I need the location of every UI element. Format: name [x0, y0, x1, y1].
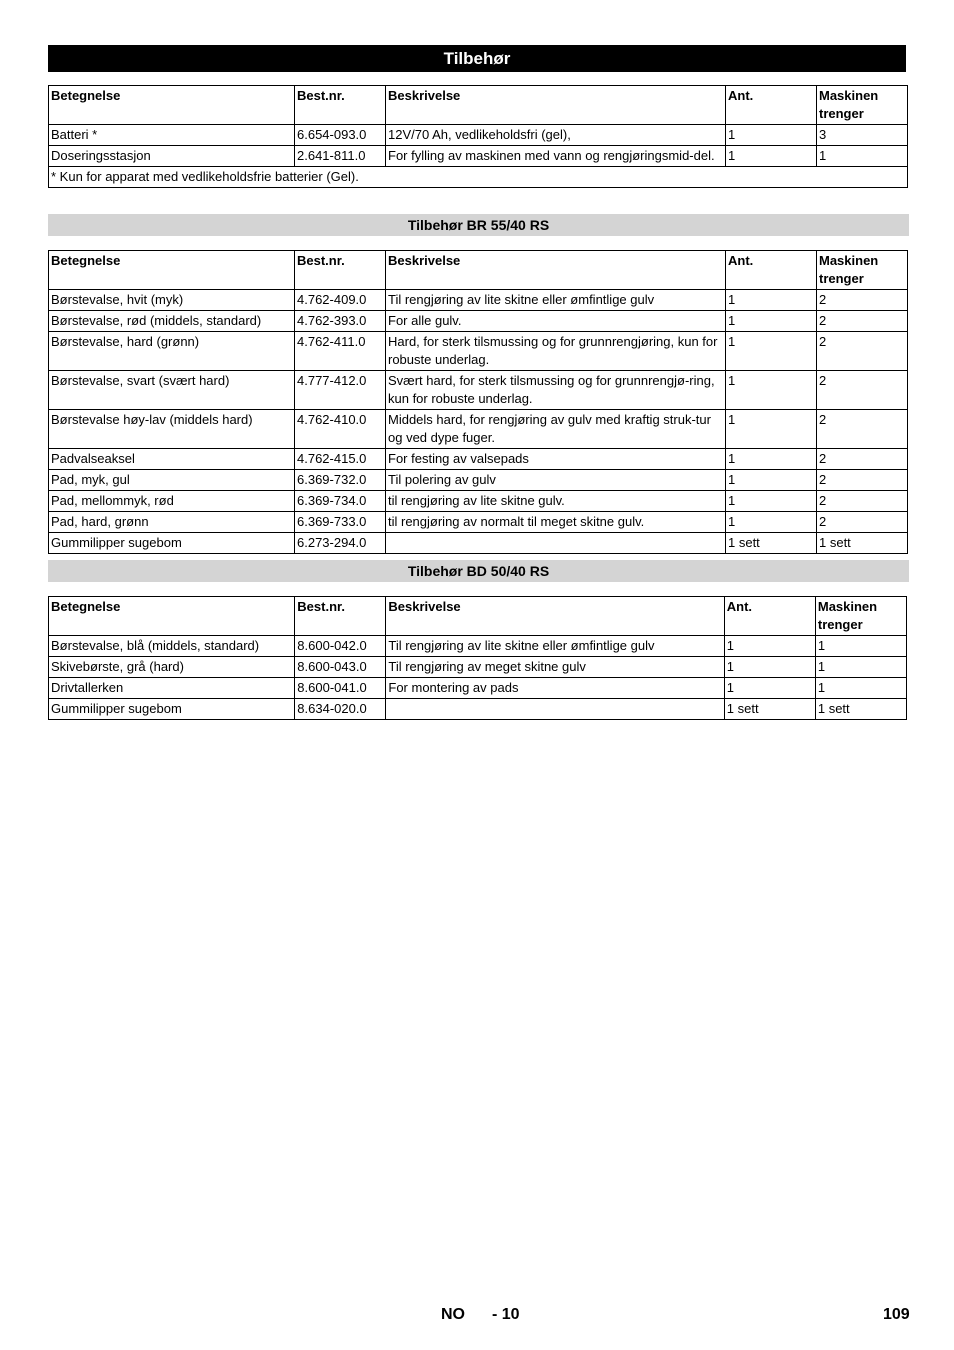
table-cell: Børstevalse, hard (grønn) [49, 332, 295, 371]
table-cell: 1 sett [726, 533, 817, 554]
table-cell: 3 [817, 125, 908, 146]
table-cell: 1 [726, 491, 817, 512]
page-title: Tilbehør [48, 45, 906, 72]
table-cell: 1 [726, 410, 817, 449]
table-cell: 2 [817, 311, 908, 332]
table-cell: Pad, mellommyk, rød [49, 491, 295, 512]
table-cell: Batteri * [49, 125, 295, 146]
column-header: Beskrivelse [386, 86, 726, 125]
table-cell: 1 [724, 657, 815, 678]
column-header: Beskrivelse [386, 251, 726, 290]
table-cell: Hard, for sterk tilsmussing og for grunnrengjøring, kun for robuste underlag. [386, 332, 726, 371]
table-row [49, 449, 908, 470]
table-row [49, 311, 908, 332]
table-cell: 4.777-412.0 [295, 371, 386, 410]
table-cell [386, 699, 724, 720]
table-row [49, 470, 908, 491]
table-row [49, 657, 907, 678]
table-cell: 1 [724, 636, 815, 657]
table-cell: For festing av valsepads [386, 449, 726, 470]
table-cell: 6.273-294.0 [295, 533, 386, 554]
table-cell: 8.600-043.0 [295, 657, 386, 678]
column-header: Maskinen trenger [815, 597, 906, 636]
table-cell: 2 [817, 410, 908, 449]
table-cell: 4.762-415.0 [295, 449, 386, 470]
table-cell: Til rengjøring av meget skitne gulv [386, 657, 724, 678]
table-cell: 2 [817, 332, 908, 371]
column-header: Ant. [724, 597, 815, 636]
table-cell: 1 sett [817, 533, 908, 554]
table-row [49, 146, 908, 167]
column-header: Beskrivelse [386, 597, 724, 636]
column-header: Maskinen trenger [817, 86, 908, 125]
table-cell: 6.369-732.0 [295, 470, 386, 491]
table-header-row [49, 251, 908, 290]
table-cell: 1 [726, 146, 817, 167]
table-cell: 2 [817, 470, 908, 491]
table-cell: Børstevalse, svart (svært hard) [49, 371, 295, 410]
table-cell: 1 [817, 146, 908, 167]
table-cell: 2 [817, 290, 908, 311]
table-cell: 2 [817, 491, 908, 512]
column-header: Maskinen trenger [817, 251, 908, 290]
table-cell: 1 [726, 449, 817, 470]
table-cell: 1 [726, 371, 817, 410]
section-title-br-55-40-rs: Tilbehør BR 55/40 RS [48, 214, 909, 236]
table-cell: For montering av pads [386, 678, 724, 699]
column-header: Betegnelse [49, 86, 295, 125]
column-header: Best.nr. [295, 86, 386, 125]
table-cell: 2 [817, 449, 908, 470]
table-cell: 8.634-020.0 [295, 699, 386, 720]
table-cell: 4.762-410.0 [295, 410, 386, 449]
table-cell: 1 [726, 512, 817, 533]
table-header-row [49, 86, 908, 125]
table-cell: 2 [817, 512, 908, 533]
footnote: * Kun for apparat med vedlikeholdsfrie batterier (Gel). [49, 167, 908, 188]
table-cell: 1 [815, 636, 906, 657]
accessory-table-br-55-40-rs [48, 250, 908, 554]
table-cell: Børstevalse, hvit (myk) [49, 290, 295, 311]
table-cell: Pad, myk, gul [49, 470, 295, 491]
column-header: Ant. [726, 251, 817, 290]
footer-sub-page: - 10 [492, 1306, 520, 1323]
table-row [49, 290, 908, 311]
table-cell: Doseringsstasjon [49, 146, 295, 167]
table-header-row [49, 597, 907, 636]
table-cell: 1 [726, 125, 817, 146]
table-row [49, 125, 908, 146]
column-header: Betegnelse [49, 251, 295, 290]
table-cell: Svært hard, for sterk tilsmussing og for grunnrengjø-ring, kun for robuste underlag. [386, 371, 726, 410]
table-cell: 8.600-041.0 [295, 678, 386, 699]
table-cell: Til polering av gulv [386, 470, 726, 491]
table-cell: 1 [726, 290, 817, 311]
table-cell: 6.654-093.0 [295, 125, 386, 146]
table-cell: Gummilipper sugebom [49, 533, 295, 554]
table-cell: 12V/70 Ah, vedlikeholdsfri (gel), [386, 125, 726, 146]
accessory-table-general [48, 85, 908, 188]
table-cell: Gummilipper sugebom [49, 699, 295, 720]
table-row [49, 410, 908, 449]
column-header: Best.nr. [295, 597, 386, 636]
accessory-table-bd-50-40-rs [48, 596, 907, 720]
table-cell: For alle gulv. [386, 311, 726, 332]
column-header: Ant. [726, 86, 817, 125]
table-cell: 4.762-409.0 [295, 290, 386, 311]
table-cell: 1 [724, 678, 815, 699]
table-row [49, 699, 907, 720]
table-row [49, 636, 907, 657]
table-row [49, 533, 908, 554]
table-cell: 1 sett [815, 699, 906, 720]
table-cell: 4.762-411.0 [295, 332, 386, 371]
footer-language: NO [441, 1306, 465, 1323]
table-cell: For fylling av maskinen med vann og rengjøringsmid-del. [386, 146, 726, 167]
table-cell: 1 [726, 332, 817, 371]
table-row [49, 491, 908, 512]
table-row [49, 332, 908, 371]
table-cell: Drivtallerken [49, 678, 295, 699]
footnote-row [49, 167, 908, 188]
table-cell: 1 sett [724, 699, 815, 720]
table-cell: Middels hard, for rengjøring av gulv med kraftig struk-tur og ved dype fuger. [386, 410, 726, 449]
table-cell: 2 [817, 371, 908, 410]
table-cell: 8.600-042.0 [295, 636, 386, 657]
table-cell: Børstevalse, rød (middels, standard) [49, 311, 295, 332]
section-title-bd-50-40-rs: Tilbehør BD 50/40 RS [48, 560, 909, 582]
table-cell: 2.641-811.0 [295, 146, 386, 167]
table-cell: til rengjøring av normalt til meget skitne gulv. [386, 512, 726, 533]
table-cell: Pad, hard, grønn [49, 512, 295, 533]
footer-page-number: 109 [883, 1306, 910, 1323]
table-cell: 1 [815, 657, 906, 678]
table-cell: Padvalseaksel [49, 449, 295, 470]
table-cell [386, 533, 726, 554]
table-cell: Børstevalse, blå (middels, standard) [49, 636, 295, 657]
table-row [49, 512, 908, 533]
table-row [49, 371, 908, 410]
table-cell: 1 [815, 678, 906, 699]
table-cell: 6.369-734.0 [295, 491, 386, 512]
table-cell: 4.762-393.0 [295, 311, 386, 332]
table-cell: Børstevalse høy-lav (middels hard) [49, 410, 295, 449]
table-cell: Skivebørste, grå (hard) [49, 657, 295, 678]
table-row [49, 678, 907, 699]
table-cell: 1 [726, 470, 817, 491]
table-cell: Til rengjøring av lite skitne eller ømfintlige gulv [386, 636, 724, 657]
table-cell: til rengjøring av lite skitne gulv. [386, 491, 726, 512]
column-header: Best.nr. [295, 251, 386, 290]
table-cell: 6.369-733.0 [295, 512, 386, 533]
column-header: Betegnelse [49, 597, 295, 636]
table-cell: 1 [726, 311, 817, 332]
table-cell: Til rengjøring av lite skitne eller ømfintlige gulv [386, 290, 726, 311]
